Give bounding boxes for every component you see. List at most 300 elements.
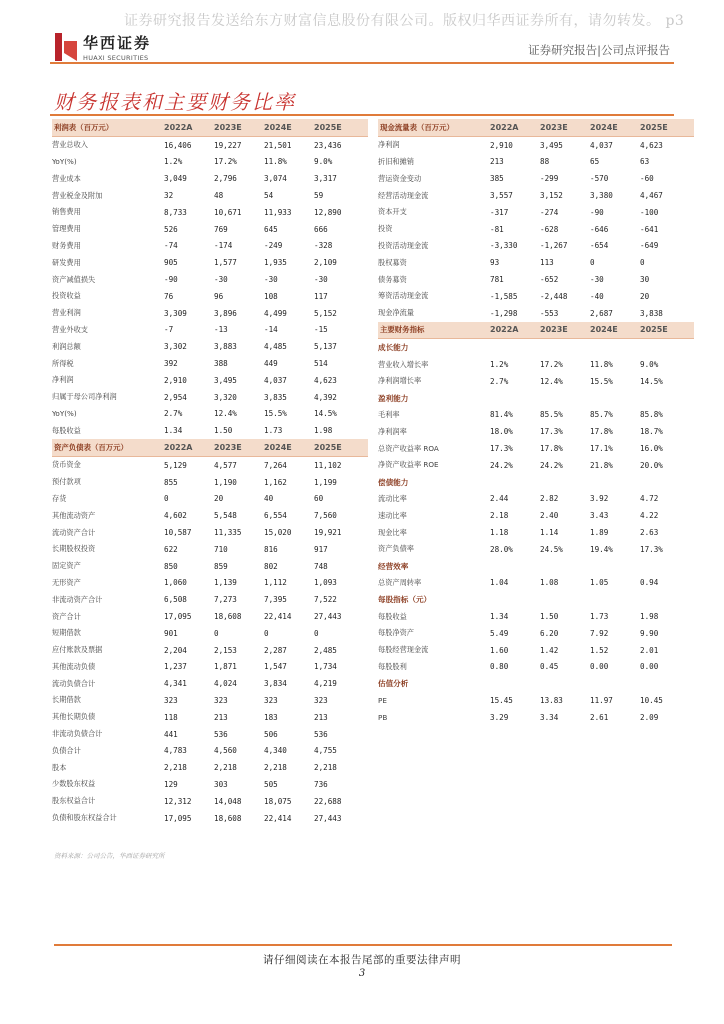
- cell-value: 17.3%: [640, 544, 663, 554]
- table-row: [52, 322, 368, 339]
- cell-value: -1,298: [490, 308, 518, 318]
- cell-value: 85.8%: [640, 410, 663, 420]
- row-label: 营运资金变动: [378, 173, 422, 183]
- row-label: 每股经营现金流: [378, 645, 429, 655]
- cell-value: 1,547: [264, 662, 287, 672]
- cell-value: 2.18: [490, 511, 509, 521]
- table-row: [378, 187, 694, 204]
- table-row: [52, 338, 368, 355]
- table-row: [52, 474, 368, 491]
- cell-value: 16.0%: [640, 444, 663, 454]
- cell-value: 183: [264, 712, 278, 722]
- cell-value: 4,485: [264, 342, 287, 352]
- cell-value: 5.49: [490, 628, 509, 638]
- cell-value: 1.89: [590, 528, 609, 538]
- table-row: [52, 389, 368, 406]
- cell-value: 2,218: [214, 763, 237, 773]
- cell-value: 27,443: [314, 813, 342, 823]
- year-header: 2023E: [540, 122, 568, 132]
- table-row: [378, 440, 694, 457]
- cell-value: 117: [314, 291, 328, 301]
- cell-value: 113: [540, 258, 554, 268]
- cell-value: 2.44: [490, 494, 509, 504]
- cell-value: 2,954: [164, 392, 187, 402]
- category-row: [378, 339, 694, 356]
- cell-value: 17.8%: [540, 444, 563, 454]
- cell-value: 11,933: [264, 207, 292, 217]
- right-financial-tables: [378, 119, 694, 726]
- cell-value: -274: [540, 207, 559, 217]
- cell-value: 0: [590, 258, 595, 268]
- cell-value: 905: [164, 258, 178, 268]
- year-header: 2024E: [264, 122, 292, 132]
- cell-value: -174: [214, 241, 233, 251]
- cell-value: 3,557: [490, 191, 513, 201]
- cell-value: -14: [264, 325, 278, 335]
- cell-value: 2.09: [640, 712, 659, 722]
- table-row: [378, 137, 694, 154]
- cell-value: -30: [590, 275, 604, 285]
- cell-value: 108: [264, 291, 278, 301]
- cell-value: 3,834: [264, 679, 287, 689]
- cell-value: 536: [214, 729, 228, 739]
- cell-value: 63: [640, 157, 650, 167]
- row-label: 非流动负债合计: [52, 729, 103, 739]
- cell-value: 1.34: [164, 426, 183, 436]
- cell-value: 17,095: [164, 612, 192, 621]
- cell-value: 24.5%: [540, 544, 563, 554]
- cell-value: 14,048: [214, 796, 242, 806]
- cell-value: 7,522: [314, 595, 337, 605]
- table-row: [378, 407, 694, 424]
- cell-value: 1,199: [314, 477, 337, 487]
- row-label: 净利润率: [378, 426, 407, 436]
- table-row: [378, 154, 694, 171]
- cell-value: 4,341: [164, 679, 187, 689]
- cell-value: 4.72: [640, 494, 659, 504]
- cell-value: 7,395: [264, 595, 287, 605]
- cell-value: 14.5%: [640, 376, 663, 386]
- cell-value: 2,687: [590, 308, 613, 318]
- cell-value: 24.2%: [540, 460, 563, 470]
- table-row: [378, 373, 694, 390]
- table-row: [52, 491, 368, 508]
- cell-value: -317: [490, 207, 509, 217]
- table-row: [378, 288, 694, 305]
- cell-value: -654: [590, 241, 609, 251]
- cell-value: 11,335: [214, 528, 242, 538]
- table-row: [52, 254, 368, 271]
- row-label: 预付款项: [52, 477, 81, 487]
- cell-value: 666: [314, 224, 328, 234]
- cell-value: 1.98: [640, 612, 659, 621]
- row-label: 每股指标（元）: [378, 595, 432, 605]
- cell-value: 15.45: [490, 695, 513, 705]
- page-number: 3: [358, 968, 366, 979]
- cell-value: 449: [264, 359, 278, 369]
- cell-value: -299: [540, 174, 559, 184]
- category-row: [378, 558, 694, 575]
- row-label: 投资收益: [52, 291, 81, 301]
- cell-value: 9.0%: [314, 157, 333, 167]
- cell-value: 8,733: [164, 207, 187, 217]
- row-label: 每股收益: [378, 611, 407, 621]
- cell-value: 2.7%: [490, 376, 509, 386]
- row-label: 净利润: [52, 375, 74, 385]
- cell-value: 1.73: [264, 426, 283, 436]
- table-row: [52, 524, 368, 541]
- table-row: [52, 221, 368, 238]
- row-label: 应付账款及票据: [52, 645, 103, 655]
- row-label: 资产负债率: [378, 544, 414, 554]
- cell-value: 736: [314, 779, 328, 789]
- cell-value: 850: [164, 561, 178, 571]
- cell-value: 2.7%: [164, 409, 183, 419]
- row-label: 投资: [378, 224, 393, 234]
- row-label: 每股净资产: [378, 628, 414, 638]
- cell-value: 2.63: [640, 528, 659, 538]
- cell-value: 2,109: [314, 258, 337, 268]
- table-row: [52, 642, 368, 659]
- cell-value: 17,095: [164, 813, 192, 823]
- table-row: [378, 507, 694, 524]
- cell-value: 85.7%: [590, 410, 613, 420]
- table-row: [52, 204, 368, 221]
- cell-value: 11.8%: [264, 157, 287, 167]
- cell-value: 22,688: [314, 796, 342, 806]
- cell-value: -2,448: [540, 291, 568, 301]
- cell-value: -628: [540, 224, 559, 234]
- table-row: [52, 810, 368, 827]
- cell-value: 2.01: [640, 645, 659, 655]
- cell-value: 1,139: [214, 578, 237, 588]
- cell-value: 1.42: [540, 645, 559, 655]
- row-label: 筹资活动现金流: [378, 291, 429, 301]
- cell-value: 22,414: [264, 612, 292, 621]
- row-label: 财务费用: [52, 240, 81, 250]
- cell-value: -15: [314, 325, 328, 335]
- row-label: 其他流动负债: [52, 661, 96, 671]
- category-row: [378, 390, 694, 407]
- cell-value: 13.83: [540, 695, 563, 705]
- cell-value: 20: [214, 494, 224, 504]
- cell-value: 2,287: [264, 645, 287, 655]
- row-label: 营业利润: [52, 308, 81, 318]
- table-row: [52, 692, 368, 709]
- cell-value: 7,264: [264, 460, 287, 470]
- row-label: 资本开支: [378, 207, 407, 217]
- row-label: 存货: [52, 493, 67, 503]
- row-label: 非流动资产合计: [52, 594, 103, 604]
- row-label: 所得税: [52, 358, 74, 368]
- cell-value: 17.8%: [590, 427, 613, 437]
- row-label: 流动比率: [378, 493, 407, 503]
- cell-value: -100: [640, 207, 659, 217]
- cell-value: 1.50: [214, 426, 233, 436]
- table-row: [52, 170, 368, 187]
- table-row: [378, 659, 694, 676]
- cell-value: -1,267: [540, 241, 568, 251]
- cell-value: 1.2%: [164, 157, 183, 167]
- row-label: 营业外收支: [52, 324, 88, 334]
- cell-value: 12,890: [314, 207, 342, 217]
- category-row: [378, 675, 694, 692]
- cell-value: 9.0%: [640, 360, 659, 370]
- row-label: 其他流动资产: [52, 510, 96, 520]
- cell-value: 748: [314, 561, 328, 571]
- cell-value: 32: [164, 191, 174, 201]
- row-label: PE: [378, 695, 387, 705]
- cell-value: 4,024: [214, 679, 237, 689]
- cell-value: 3,309: [164, 308, 187, 318]
- row-label: 每股收益: [52, 425, 81, 435]
- table-row: [52, 776, 368, 793]
- footer-divider: [54, 944, 672, 946]
- row-label: 主要财务指标: [380, 325, 425, 335]
- cell-value: 859: [214, 561, 228, 571]
- cell-value: 12,312: [164, 796, 192, 806]
- table-row: [378, 457, 694, 474]
- cell-value: 10,587: [164, 528, 192, 538]
- table-row: [52, 742, 368, 759]
- cell-value: 710: [214, 544, 228, 554]
- table-row: [378, 575, 694, 592]
- cell-value: 30: [640, 275, 650, 285]
- cell-value: 48: [214, 191, 224, 201]
- row-label: 固定资产: [52, 561, 81, 571]
- row-label: 现金流量表（百万元）: [380, 122, 454, 132]
- year-header: 2025E: [640, 325, 668, 335]
- title-divider: [50, 114, 674, 116]
- cell-value: 1,577: [214, 258, 237, 268]
- category-row: [378, 591, 694, 608]
- cell-value: 1.52: [590, 645, 609, 655]
- cell-value: 18,608: [214, 612, 242, 621]
- cell-value: 4,219: [314, 679, 337, 689]
- cell-value: 769: [214, 224, 228, 234]
- cell-value: 506: [264, 729, 278, 739]
- year-header: 2025E: [640, 122, 668, 132]
- cell-value: -646: [590, 224, 609, 234]
- cell-value: 19,227: [214, 140, 242, 150]
- cell-value: 1.50: [540, 612, 559, 621]
- cell-value: 5,129: [164, 460, 187, 470]
- table-row: [52, 305, 368, 322]
- cell-value: 15.5%: [590, 376, 613, 386]
- cell-value: -60: [640, 174, 654, 184]
- logo-name-en: HUAXI SECURITIES: [83, 54, 149, 62]
- cell-value: -328: [314, 241, 333, 251]
- cell-value: -81: [490, 224, 504, 234]
- cell-value: 0: [314, 628, 319, 638]
- cell-value: 17.3%: [490, 444, 513, 454]
- row-label: 营业收入增长率: [378, 359, 429, 369]
- cell-value: -90: [590, 207, 604, 217]
- table-row: [52, 187, 368, 204]
- table-row: [52, 238, 368, 255]
- cell-value: 213: [490, 157, 504, 167]
- row-label: 现金比率: [378, 527, 407, 537]
- cell-value: 2,796: [214, 174, 237, 184]
- cell-value: 4,623: [640, 140, 663, 150]
- cell-value: 14.5%: [314, 409, 337, 419]
- cell-value: 2,218: [314, 763, 337, 773]
- cell-value: 1.14: [540, 528, 559, 538]
- cell-value: 1.04: [490, 578, 509, 588]
- cell-value: 392: [164, 359, 178, 369]
- table-header-row: [52, 439, 368, 456]
- cell-value: 2.61: [590, 712, 609, 722]
- cell-value: 10,671: [214, 207, 242, 217]
- cell-value: 12.4%: [214, 409, 237, 419]
- cell-value: 3,838: [640, 308, 663, 318]
- cell-value: -3,330: [490, 241, 518, 251]
- row-label: 毛利率: [378, 409, 400, 419]
- row-label: 营业成本: [52, 173, 81, 183]
- cell-value: 3,835: [264, 392, 287, 402]
- cell-value: 15,020: [264, 528, 292, 538]
- row-label: 净资产收益率 ROE: [378, 460, 439, 470]
- cell-value: 28.0%: [490, 544, 513, 554]
- cell-value: 3.43: [590, 511, 609, 521]
- row-label: 货币资金: [52, 460, 81, 470]
- cell-value: 118: [164, 712, 178, 722]
- cell-value: 18,075: [264, 796, 292, 806]
- cell-value: 5,152: [314, 308, 337, 318]
- cell-value: 18,608: [214, 813, 242, 823]
- cell-value: 3,883: [214, 342, 237, 352]
- cell-value: 40: [264, 494, 274, 504]
- cell-value: 526: [164, 224, 178, 234]
- cell-value: 213: [314, 712, 328, 722]
- cell-value: 0.45: [540, 662, 559, 672]
- table-row: [378, 254, 694, 271]
- cell-value: 1,162: [264, 477, 287, 487]
- cell-value: 7,560: [314, 511, 337, 521]
- section-title: 财务报表和主要财务比率: [54, 90, 296, 114]
- cell-value: 7.92: [590, 628, 609, 638]
- row-label: 长期借款: [52, 695, 81, 705]
- cell-value: 388: [214, 359, 228, 369]
- row-label: 净利润增长率: [378, 376, 422, 386]
- row-label: 盈利能力: [378, 393, 409, 403]
- table-header-row: [378, 119, 694, 136]
- table-row: [378, 709, 694, 726]
- table-row: [378, 692, 694, 709]
- cell-value: 3.29: [490, 712, 509, 722]
- cell-value: 19,921: [314, 528, 342, 538]
- cell-value: 2,218: [164, 763, 187, 773]
- row-label: PB: [378, 712, 388, 722]
- cell-value: 645: [264, 224, 278, 234]
- cell-value: 3,317: [314, 174, 337, 184]
- cell-value: 385: [490, 174, 504, 184]
- cell-value: 60: [314, 494, 324, 504]
- cell-value: 816: [264, 544, 278, 554]
- cell-value: 781: [490, 275, 504, 285]
- cell-value: 323: [164, 695, 178, 705]
- cell-value: -30: [264, 275, 278, 285]
- cell-value: 1.18: [490, 528, 509, 538]
- header-divider: [50, 62, 674, 64]
- cell-value: 17.3%: [540, 427, 563, 437]
- table-row: [52, 541, 368, 558]
- cell-value: 27,443: [314, 612, 342, 621]
- cell-value: 76: [164, 291, 174, 301]
- cell-value: 1,060: [164, 578, 187, 588]
- cell-value: 1.05: [590, 578, 609, 588]
- cell-value: 3,495: [540, 140, 563, 150]
- row-label: 其他长期负债: [52, 712, 96, 722]
- cell-value: 2,485: [314, 645, 337, 655]
- company-logo: [55, 32, 151, 62]
- table-row: [52, 558, 368, 575]
- table-row: [52, 675, 368, 692]
- year-header: 2022A: [490, 122, 519, 132]
- cell-value: 15.5%: [264, 409, 287, 419]
- cell-value: 24.2%: [490, 460, 513, 470]
- cell-value: 323: [214, 695, 228, 705]
- cell-value: 11.97: [590, 695, 613, 705]
- cell-value: 6,554: [264, 511, 287, 521]
- legal-disclaimer: 请仔细阅读在本报告尾部的重要法律声明: [263, 954, 461, 966]
- cell-value: 96: [214, 291, 224, 301]
- cell-value: 2,218: [264, 763, 287, 773]
- cell-value: 514: [314, 359, 328, 369]
- row-label: 资产减值损失: [52, 274, 96, 284]
- cell-value: 17.2%: [540, 360, 563, 370]
- table-row: [378, 204, 694, 221]
- cell-value: 18.0%: [490, 427, 513, 437]
- row-label: 长期股权投资: [52, 544, 96, 554]
- cell-value: 441: [164, 729, 178, 739]
- cell-value: 0.80: [490, 662, 509, 672]
- cell-value: 9.90: [640, 628, 659, 638]
- cell-value: -40: [590, 291, 604, 301]
- cell-value: -249: [264, 241, 283, 251]
- row-label: 研发费用: [52, 257, 81, 267]
- cell-value: 323: [264, 695, 278, 705]
- cell-value: 4,602: [164, 511, 187, 521]
- cell-value: 4,560: [214, 746, 237, 756]
- row-label: 债务募资: [378, 274, 407, 284]
- cell-value: 4,623: [314, 375, 337, 385]
- logo-name-cn: 华西证券: [83, 34, 152, 52]
- cell-value: 1,871: [214, 662, 237, 672]
- cell-value: -30: [214, 275, 228, 285]
- table-row: [52, 372, 368, 389]
- category-row: [378, 474, 694, 491]
- cell-value: 2,153: [214, 645, 237, 655]
- cell-value: 3,302: [164, 342, 187, 352]
- table-row: [378, 541, 694, 558]
- cell-value: 1,237: [164, 662, 187, 672]
- row-label: 流动资产合计: [52, 527, 96, 537]
- cell-value: 10.45: [640, 695, 663, 705]
- row-label: 资产合计: [52, 611, 81, 621]
- table-row: [52, 659, 368, 676]
- year-header: 2022A: [490, 325, 519, 335]
- cell-value: 11.8%: [590, 360, 613, 370]
- table-header-row: [378, 322, 694, 339]
- cell-value: 2.82: [540, 494, 559, 504]
- row-label: 少数股东权益: [52, 779, 96, 789]
- row-label: 现金净流量: [378, 308, 414, 318]
- cell-value: 65: [590, 157, 600, 167]
- table-row: [52, 726, 368, 743]
- cell-value: 323: [314, 695, 328, 705]
- row-label: 成长能力: [378, 343, 409, 353]
